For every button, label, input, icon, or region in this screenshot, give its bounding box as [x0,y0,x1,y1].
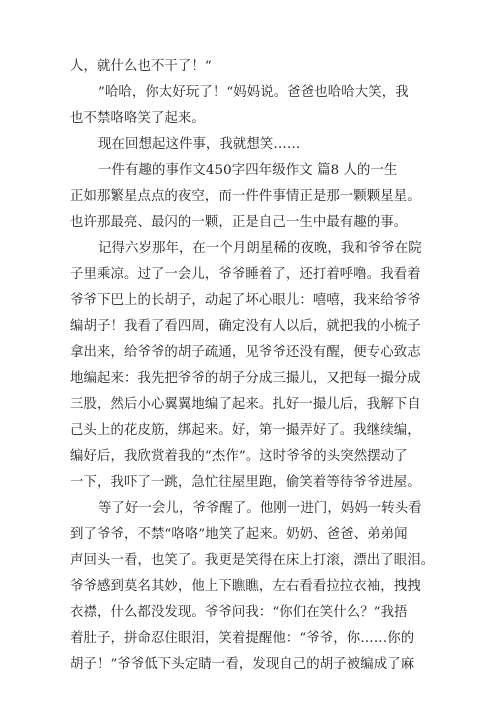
text-line: 爷爷感到莫名其妙，他上下瞧瞧，左右看看拉拉衣袖，拽拽 [70,579,421,594]
text-line: 一件有趣的事作文450字四年级作文 篇8 人的一生 [98,163,398,178]
text-line: ”哈哈，你太好玩了！“妈妈说。爸爸也哈哈大笑，我 [98,85,409,100]
text-line: 到了爷爷，不禁“咯咯”地笑了起来。奶奶、爸爸、弟弟闻 [70,527,408,542]
text-line: 也许那最亮、最闪的一颗，正是自己一生中最有趣的事。 [70,215,408,230]
text-line: 人，就什么也不干了！“ [70,59,212,74]
text-line: 拿出来，给爷爷的胡子疏通，见爷爷还没有醒，便专心致志 [70,345,421,360]
text-line: 等了好一会儿，爷爷醒了。他刚一进门，妈妈一转头看 [98,501,422,516]
text-line: 子里乘凉。过了一会儿，爷爷睡着了，还打着呼噜。我看着 [70,267,421,282]
text-line: 也不禁咯咯笑了起来。 [70,111,205,126]
text-line: 着肚子，拼命忍住眼泪，笑着提醒他：“爷爷，你……你的 [70,631,415,646]
text-line: 地编起来：我先把爷爷的胡子分成三撮儿，又把每一撮分成 [70,371,421,386]
text-line: 衣襟，什么都没发现。爷爷问我：“你们在笑什么？”我捂 [70,605,408,620]
text-line: 现在回想起这件事，我就想笑…… [98,137,301,152]
document-body [70,54,435,678]
text-line: 编好后，我欣赏着我的“杰作”。这时爷爷的头突然摆动了 [70,449,408,464]
text-line: 爷爷下巴上的长胡子，动起了坏心眼儿：嘻嘻，我来给爷爷 [70,293,421,308]
text-line: 声回头一看，也笑了。我更是笑得在床上打滚，漂出了眼泪。 [70,553,435,568]
text-line: 胡子！”爷爷低下头定睛一看，发现自己的胡子被编成了麻 [70,657,415,672]
text-line: 编胡子！我看了看四周，确定没有人以后，就把我的小梳子 [70,319,421,334]
text-line: 正如那繁星点点的夜空，而一件件事情正是那一颗颗星星。 [70,189,421,204]
text-line: 己头上的花皮筋，绑起来。好，第一撮弄好了。我继续编， [70,423,421,438]
text-line: 记得六岁那年，在一个月朗星稀的夜晚，我和爷爷在院 [98,241,422,256]
text-line: 三股，然后小心翼翼地编了起来。扎好一撮儿后，我解下自 [70,397,421,412]
text-line: 一下，我吓了一跳，急忙往屋里跑，偷笑着等待爷爷进屋。 [70,475,421,490]
